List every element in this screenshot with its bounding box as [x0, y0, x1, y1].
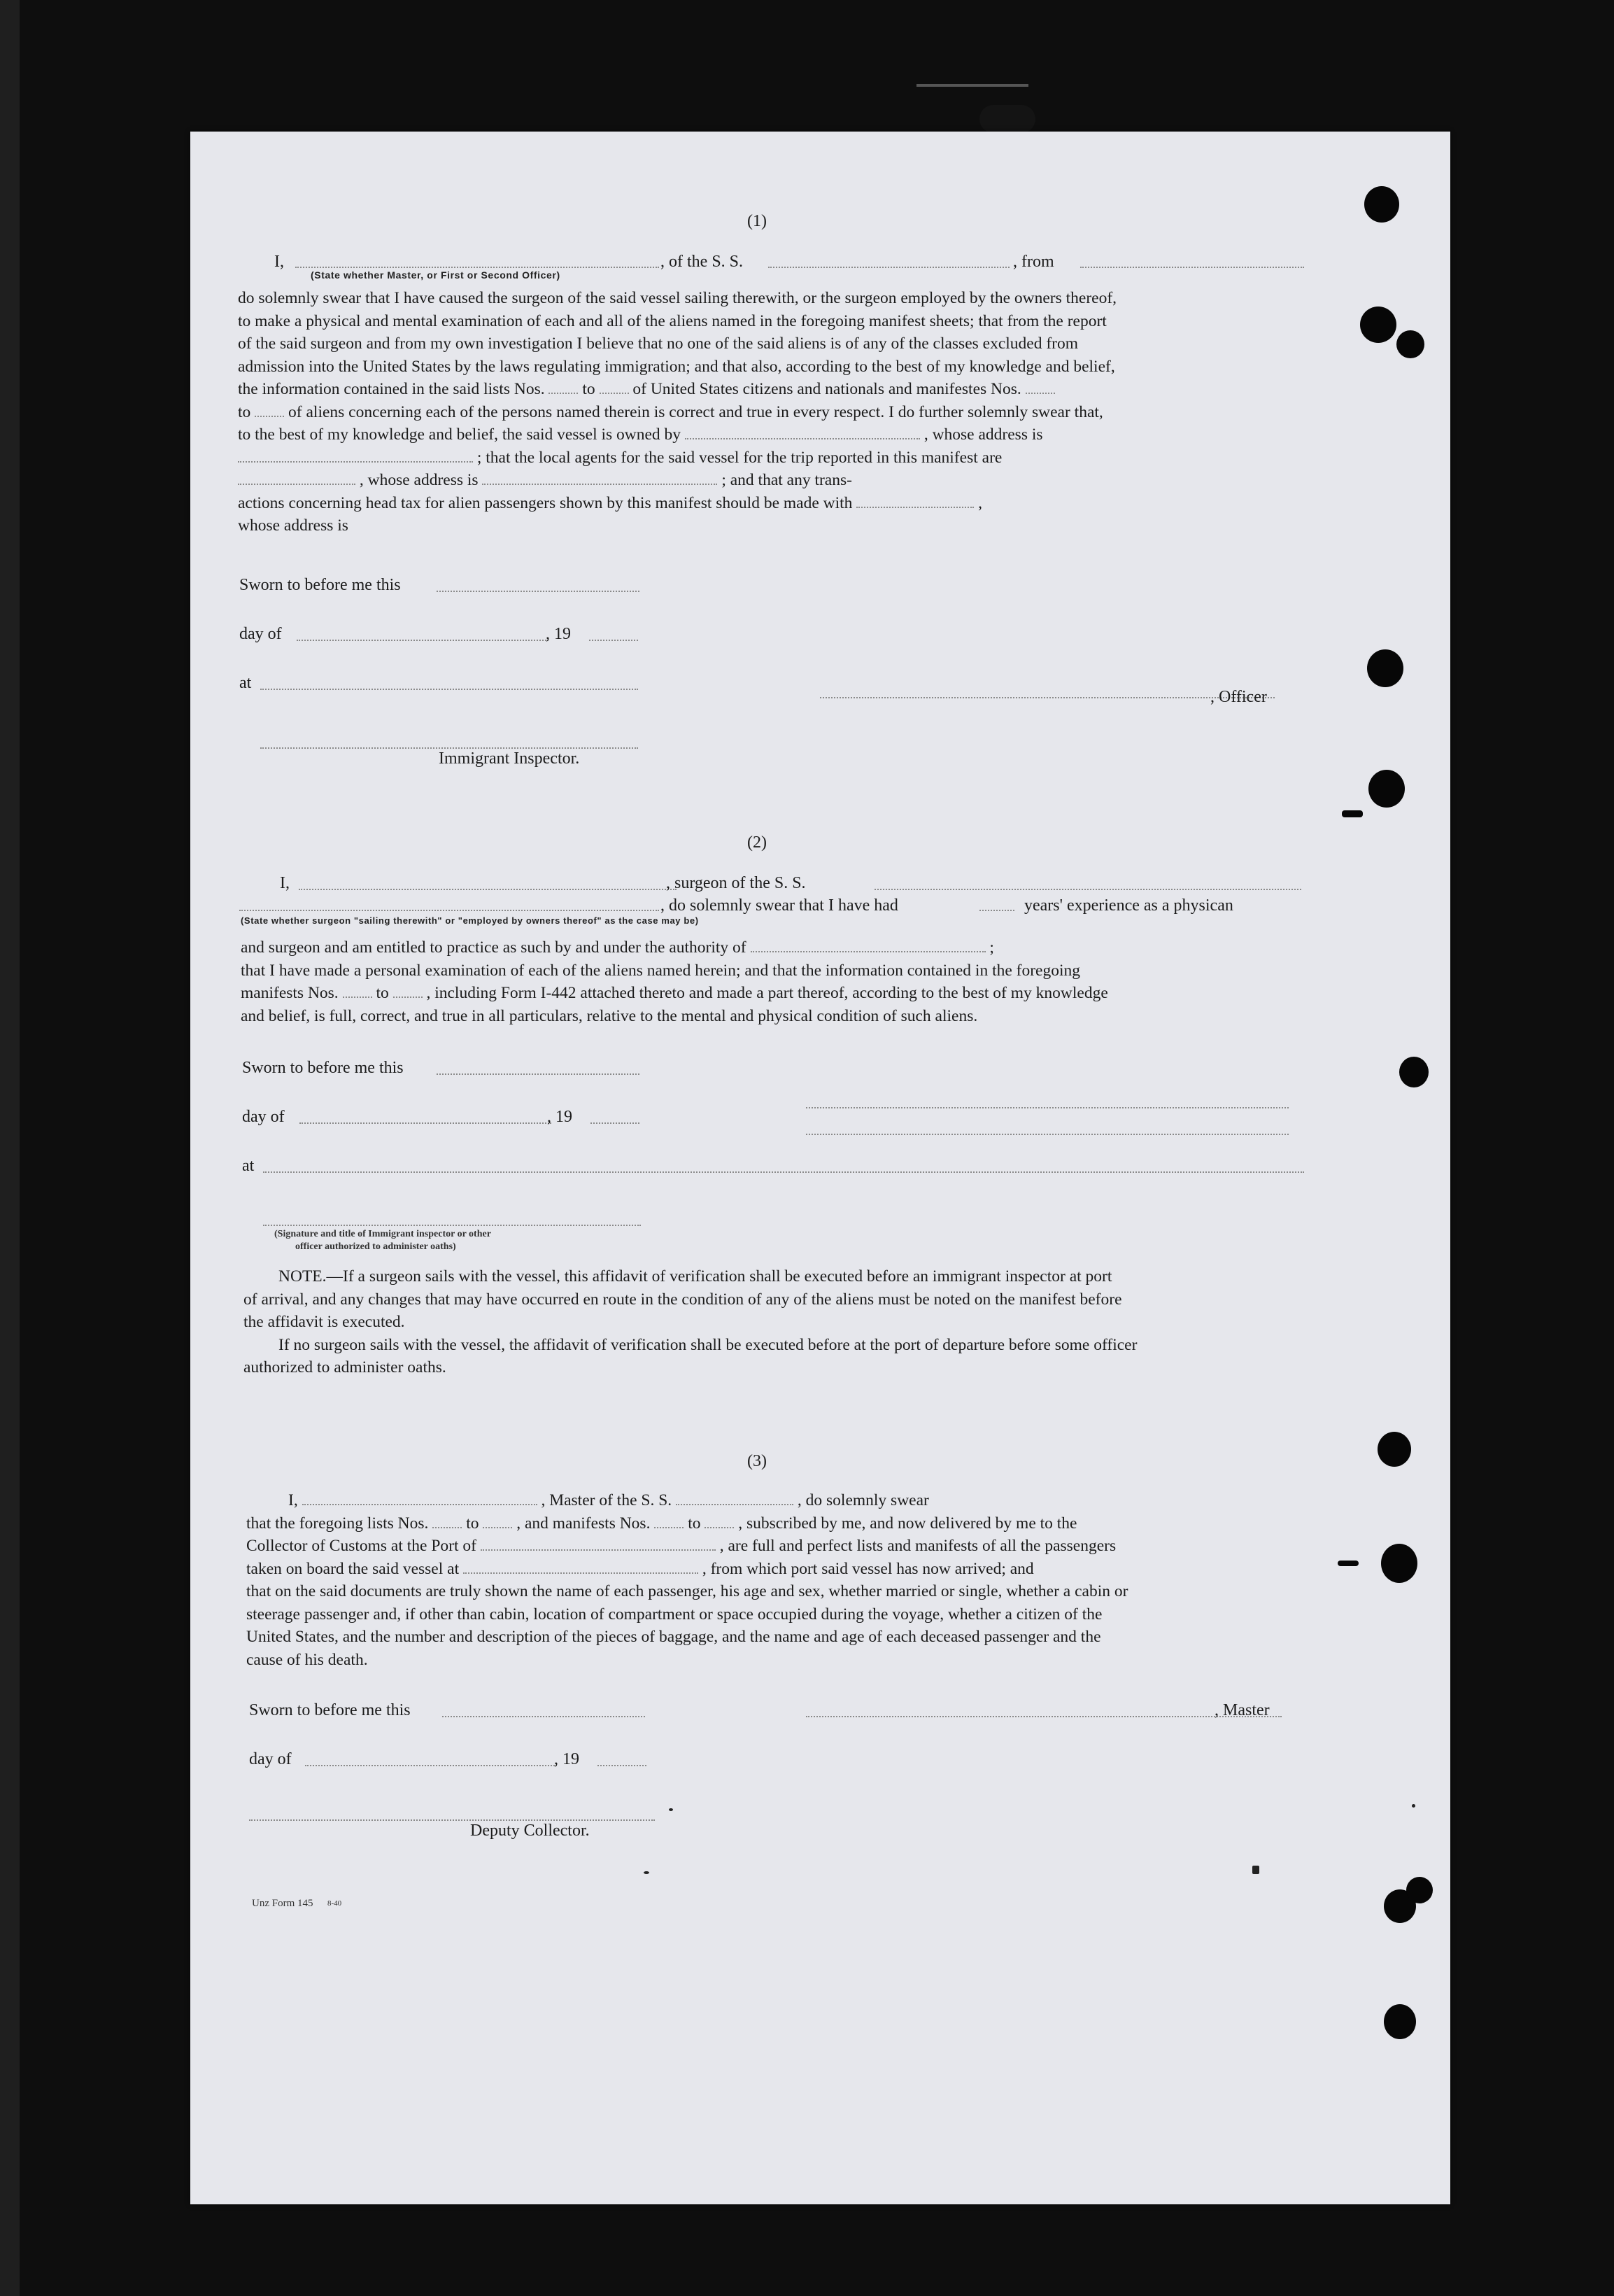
from-port-field[interactable] [1080, 267, 1304, 268]
surgeon-signature-field-2[interactable] [806, 1134, 1289, 1135]
body-line: United States, and the number and description of the pieces of baggage, and the name and age of each deceased passenger and the [246, 1628, 1101, 1646]
section-3-day-of: day of [249, 1750, 292, 1768]
year-field-2[interactable] [590, 1122, 639, 1124]
scan-edge-top-smudge [916, 84, 1028, 87]
blank-field[interactable] [483, 1513, 512, 1528]
punch-hole-tear [1342, 810, 1363, 817]
punch-hole [1364, 186, 1399, 223]
scan-edge-top-mark [979, 105, 1035, 133]
body-line: do solemnly swear that I have caused the surgeon of the said vessel sailing therewith, or the surgeon employed by the owners thereof, [238, 289, 1117, 307]
section-1-year: , 19 [546, 625, 571, 643]
section-1-at: at [239, 674, 252, 692]
punch-hole [1368, 770, 1405, 808]
section-3-deputy: Deputy Collector. [470, 1822, 590, 1840]
body-line: ; that the local agents for the said vessel for the trip reported in this manifest are [238, 446, 1308, 470]
blank-field[interactable] [705, 1513, 734, 1528]
day-of-field-2[interactable] [299, 1122, 551, 1124]
vessel-name-field-2[interactable] [875, 889, 1301, 890]
inspector-signature-field-2[interactable] [263, 1225, 641, 1226]
body-line: manifests Nos. to , including Form I-442 attached thereto and made a part thereof, according to the best of my knowledge [241, 984, 1108, 1002]
section-2-body [241, 936, 1311, 1027]
blank-field[interactable] [548, 379, 578, 394]
scan-speck [669, 1808, 673, 1811]
punch-hole [1384, 2004, 1416, 2039]
note-line: the affidavit is executed. [243, 1313, 405, 1331]
note-line: NOTE.—If a surgeon sails with the vessel, this affidavit of verification shall be executed before an immigrant inspector at port [278, 1267, 1112, 1286]
day-of-field[interactable] [297, 640, 548, 641]
section-1-officer: , Officer [1210, 688, 1267, 706]
section-2-at: at [242, 1157, 255, 1175]
section-2-day-of: day of [242, 1108, 285, 1126]
punch-hole [1396, 330, 1424, 358]
deputy-signature-field[interactable] [249, 1819, 655, 1821]
section-1-day-of: day of [239, 625, 282, 643]
body-line: the information contained in the said lists Nos. to of United States citizens and nationals and manifestes Nos. [238, 378, 1308, 401]
section-1-body [238, 287, 1308, 537]
punch-hole [1367, 649, 1403, 687]
blank-field[interactable] [481, 1535, 716, 1551]
section-2-years: years' experience as a physican [1024, 896, 1233, 915]
body-line: admission into the United States by the laws regulating immigration; and that also, according to the best of my knowledge and belief, [238, 357, 1115, 376]
blank-field[interactable] [343, 983, 372, 998]
section-1-number: (1) [747, 212, 767, 230]
blank-field[interactable] [255, 402, 284, 417]
body-line: actions concerning head tax for alien passengers shown by this manifest should be made with , [238, 493, 983, 512]
section-2-surgeon-of: , surgeon of the S. S. [666, 874, 806, 892]
body-line: whose address is [238, 516, 348, 535]
section-1-i: I, [274, 253, 284, 271]
surgeon-hint: (State whether surgeon "sailing therewith" or "employed by owners thereof" as the case may be) [241, 915, 699, 926]
form-number: Unz Form 145 [252, 1898, 313, 1909]
punch-hole [1378, 1432, 1411, 1467]
punch-hole [1399, 1057, 1429, 1087]
section-3-sworn: Sworn to before me this [249, 1701, 411, 1719]
blank-field[interactable] [238, 447, 473, 463]
scan-speck [644, 1871, 649, 1874]
punch-hole [1381, 1544, 1417, 1583]
body-line: to of aliens concerning each of the persons named therein is correct and true in every respect. I do further solemnly swear that, [238, 402, 1103, 421]
blank-field[interactable] [600, 379, 629, 394]
scan-speck [1252, 1866, 1259, 1874]
section-1-inspector: Immigrant Inspector. [439, 749, 580, 768]
form-code: 8-40 [327, 1899, 342, 1908]
signature-hint-line-1: (Signature and title of Immigrant inspector or other [274, 1229, 491, 1239]
sworn-date-field-3[interactable] [442, 1716, 645, 1717]
punch-hole [1360, 307, 1396, 343]
body-line: that I have made a personal examination of each of the aliens named herein; and that the information contained in the foregoing [241, 961, 1081, 980]
section-3-number: (3) [747, 1452, 767, 1470]
scan-edge-left [0, 0, 20, 2296]
section-1-sworn: Sworn to before me this [239, 576, 401, 594]
blank-field[interactable] [482, 470, 717, 485]
body-line: that on the said documents are truly shown the name of each passenger, his age and sex, whether married or single, whether a cabin or [246, 1582, 1128, 1600]
body-line: and belief, is full, correct, and true in all particulars, relative to the mental and physical condition of such aliens. [241, 1006, 978, 1025]
blank-field[interactable] [393, 983, 423, 998]
surgeon-status-field[interactable] [239, 910, 659, 911]
blank-field[interactable] [302, 1490, 537, 1505]
day-of-field-3[interactable] [305, 1765, 557, 1766]
years-field[interactable] [979, 910, 1014, 911]
master-signature-field[interactable] [806, 1716, 1282, 1717]
blank-field[interactable] [676, 1490, 793, 1505]
blank-field[interactable] [654, 1513, 684, 1528]
at-field[interactable] [260, 689, 638, 690]
section-2-year: , 19 [547, 1108, 572, 1126]
master-hint: (State whether Master, or First or Second Officer) [311, 269, 560, 281]
section-3-year: , 19 [554, 1750, 579, 1768]
year-field[interactable] [589, 640, 638, 641]
punch-hole-tear [1338, 1561, 1359, 1566]
signature-hint-line-2: officer authorized to administer oaths) [295, 1241, 456, 1252]
body-line: of the said surgeon and from my own investigation I believe that no one of the said aliens is of any of the classes excluded from [238, 334, 1079, 353]
section-3-master: , Master [1215, 1701, 1270, 1719]
form-page [190, 132, 1450, 2204]
body-line: , whose address is ; and that any trans- [238, 469, 1308, 492]
body-line: cause of his death. [246, 1650, 368, 1669]
year-field-3[interactable] [597, 1765, 646, 1766]
surgeon-name-field[interactable] [299, 889, 677, 890]
note-line: If no surgeon sails with the vessel, the affidavit of verification shall be executed before at the port of departure before some officer [278, 1335, 1138, 1354]
body-line: to the best of my knowledge and belief, the said vessel is owned by , whose address is [238, 425, 1043, 444]
at-field-2[interactable] [263, 1171, 1304, 1173]
section-1-of-ss: , of the S. S. [660, 253, 744, 271]
section-2-note [243, 1265, 1314, 1379]
blank-field[interactable] [432, 1513, 462, 1528]
section-1-from: , from [1013, 253, 1054, 271]
body-line: and surgeon and am entitled to practice as such by and under the authority of ; [241, 938, 994, 957]
surgeon-signature-field[interactable] [806, 1107, 1289, 1108]
section-2-swear: , do solemnly swear that I have had [660, 896, 898, 915]
body-line: taken on board the said vessel at , from which port said vessel has now arrived; and [246, 1559, 1034, 1578]
section-2-sworn: Sworn to before me this [242, 1059, 404, 1077]
section-2-i: I, [280, 874, 290, 892]
blank-field[interactable] [751, 937, 986, 952]
body-line: I, , Master of the S. S. , do solemnly swear [288, 1491, 929, 1509]
blank-field[interactable] [1026, 379, 1055, 394]
sworn-date-field[interactable] [437, 591, 639, 592]
body-line: steerage passenger and, if other than cabin, location of compartment or space occupied during the voyage, whether a citizen of the [246, 1605, 1103, 1624]
blank-field[interactable] [463, 1558, 698, 1574]
section-2-number: (2) [747, 833, 767, 852]
note-line: authorized to administer oaths. [243, 1358, 446, 1376]
body-line: that the foregoing lists Nos. to , and manifests Nos. to , subscribed by me, and now delivered by me to the [246, 1514, 1077, 1533]
vessel-name-field[interactable] [768, 267, 1010, 268]
punch-hole [1406, 1877, 1433, 1903]
master-name-field[interactable] [295, 267, 659, 268]
section-3-body [246, 1489, 1320, 1671]
blank-field[interactable] [685, 424, 920, 439]
blank-field[interactable] [238, 470, 355, 485]
scan-speck [1412, 1804, 1415, 1808]
officer-signature-field[interactable] [820, 697, 1275, 698]
blank-field[interactable] [856, 493, 974, 508]
body-line: Collector of Customs at the Port of , are full and perfect lists and manifests of all the passengers [246, 1537, 1117, 1555]
note-line: of arrival, and any changes that may have occurred en route in the condition of any of the aliens must be noted on the manifest before [243, 1290, 1122, 1309]
body-line: to make a physical and mental examination of each and all of the aliens named in the foregoing manifest sheets; that from the report [238, 311, 1107, 330]
sworn-date-field-2[interactable] [437, 1073, 639, 1075]
